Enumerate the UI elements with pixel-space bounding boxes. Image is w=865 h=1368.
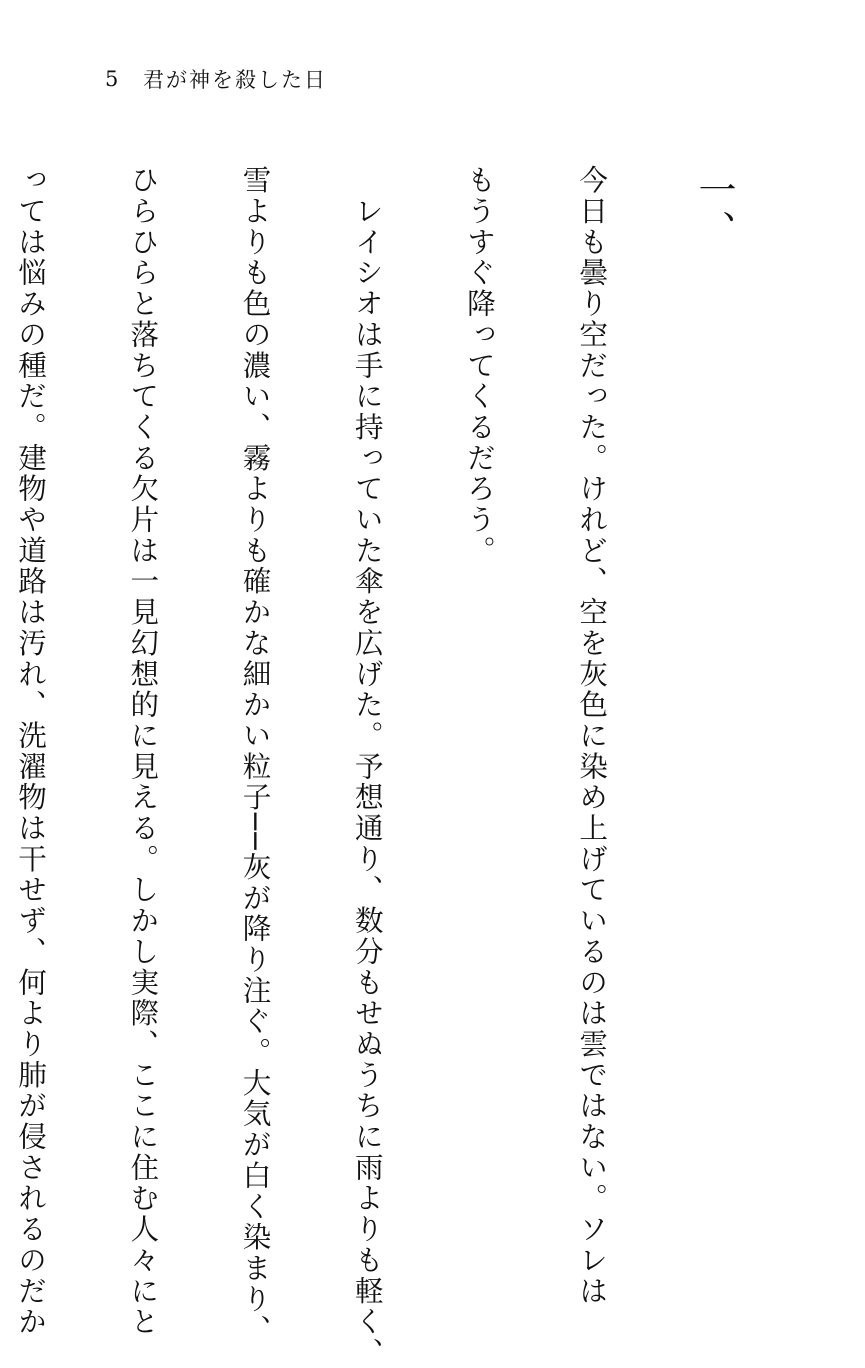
text-line: 雪よりも色の濃い、霧よりも確かな細かい粒子──灰が降り注ぐ。大気が白く染まり、 (238, 165, 273, 1346)
running-title: 君が神を殺した日 (143, 68, 327, 92)
text-line: もうすぐ降ってくるだろう。 (462, 165, 497, 567)
text-line: ひらひらと落ちてくる欠片は一見幻想的に見える。しかし実際、ここに住む人々にと (126, 165, 161, 1338)
text-line: レイシオは手に持っていた傘を広げた。予想通り、数分もせぬうちに雨よりも軽く、 (350, 165, 385, 1368)
chapter-heading: 一、 (692, 170, 736, 250)
page-number: 5 (105, 67, 120, 91)
text-line: っては悩みの種だ。建物や道路は汚れ、洗濯物は干せず、何より肺が侵されるのだか (14, 165, 49, 1338)
text-line: 今日も曇り空だった。けれど、空を灰色に染め上げているのは雲ではない。ソレは (575, 165, 610, 1307)
running-head (105, 62, 327, 96)
body-text (0, 165, 685, 1368)
